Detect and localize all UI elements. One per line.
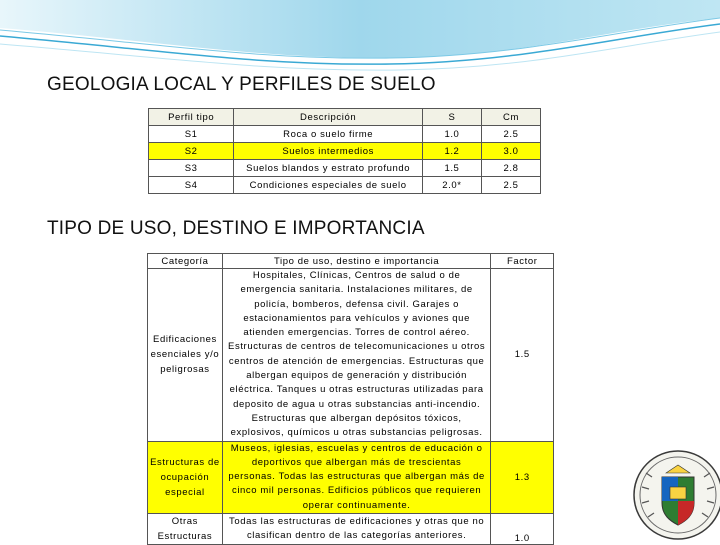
cell-descripcion: Hospitales, Clínicas, Centros de salud o de emergencia sanitaria. Instalaciones militares, de policía, bomberos, defensa civil. Garajes o estacionamientos para vehículos y aviones que atienden emergencias. Torres de control aéreo. Estructuras de centros de telecomunicaciones u otros centros de atención de emergencias. Estructuras que albergan equipos de generación y distribución eléctrica. Tanques u otras estructuras utilizadas para deposito de agua u otras substancias anti-incendio. Estructuras que albergan depósitos tóxicos, explosivos, químicos u otras substancias peligrosas. <box>222 269 491 442</box>
table-header-row <box>148 254 554 269</box>
cell-cm: 2.5 <box>481 177 540 194</box>
cell-descripcion: Museos, iglesias, escuelas y centros de educación o deportivos que albergan más de trescientas personas. Todas las estructuras que albergan más de cinco mil personas. Edificios públicos que requieren operar continuamente. <box>222 441 491 513</box>
cell-cm: 3.0 <box>481 143 540 160</box>
table-row-highlighted <box>148 441 554 513</box>
header-categoria: Categoría <box>148 254 223 269</box>
use-importance-table <box>147 253 554 545</box>
table-row <box>149 160 541 177</box>
cell-descripcion: Todas las estructuras de edificaciones y otras que no clasifican dentro de las categorías anteriores. <box>222 514 491 545</box>
cell-cm: 2.5 <box>481 126 540 143</box>
section-title-tipo-uso: TIPO DE USO, DESTINO E IMPORTANCIA <box>47 218 425 239</box>
cell-descripcion: Suelos blandos y estrato profundo <box>234 160 423 177</box>
header-cm: Cm <box>481 109 540 126</box>
cell-descripcion: Condiciones especiales de suelo <box>234 177 423 194</box>
header-factor: Factor <box>491 254 554 269</box>
cell-factor: 1.5 <box>491 269 554 442</box>
university-seal-icon <box>626 443 720 540</box>
cell-factor: 1.3 <box>491 441 554 513</box>
cell-categoria: Otras Estructuras <box>148 514 223 545</box>
cell-descripcion: Roca o suelo firme <box>234 126 423 143</box>
table-row <box>148 269 554 442</box>
table-row <box>149 126 541 143</box>
cell-categoria: Edificaciones esenciales y/o peligrosas <box>148 269 223 442</box>
header-perfil: Perfil tipo <box>149 109 234 126</box>
table-header-row <box>149 109 541 126</box>
header-tipo-uso: Tipo de uso, destino e importancia <box>222 254 491 269</box>
cell-perfil: S3 <box>149 160 234 177</box>
header-wave-decoration <box>0 0 720 75</box>
cell-s: 2.0* <box>422 177 481 194</box>
cell-s: 1.5 <box>422 160 481 177</box>
table-row <box>149 177 541 194</box>
cell-cm: 2.8 <box>481 160 540 177</box>
cell-s: 1.0 <box>422 126 481 143</box>
cell-perfil: S4 <box>149 177 234 194</box>
header-descripcion: Descripción <box>234 109 423 126</box>
soil-profile-table <box>148 108 541 194</box>
table-row-highlighted <box>149 143 541 160</box>
cell-factor: 1.0 <box>491 514 554 545</box>
cell-perfil: S1 <box>149 126 234 143</box>
cell-perfil: S2 <box>149 143 234 160</box>
header-s: S <box>422 109 481 126</box>
cell-descripcion: Suelos intermedios <box>234 143 423 160</box>
cell-s: 1.2 <box>422 143 481 160</box>
section-title-geologia: GEOLOGIA LOCAL Y PERFILES DE SUELO <box>47 74 436 95</box>
cell-categoria: Estructuras de ocupación especial <box>148 441 223 513</box>
